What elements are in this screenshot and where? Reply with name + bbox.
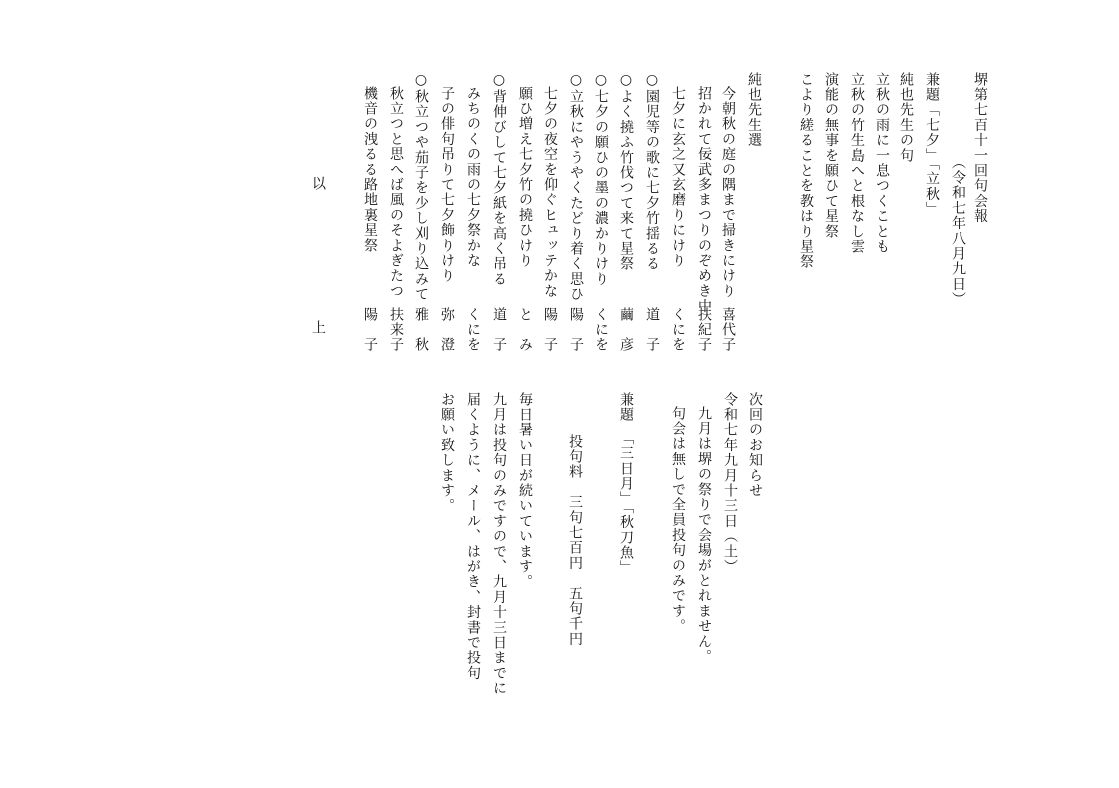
- sensei-haiku-heading: 純也先生の句: [898, 72, 914, 164]
- haiku-author: 道 子: [644, 307, 660, 353]
- selected-haiku: 秋立つと思へば風のそよぎたつ: [388, 86, 404, 299]
- haiku-author: 扶来子: [388, 307, 404, 353]
- sensei-haiku: 立秋の雨に一息つくことも: [874, 72, 890, 255]
- kendai-line: 兼題「七夕」「立秋」: [924, 72, 940, 217]
- notice-kendai: 兼題 「三日月」「秋刀魚」: [618, 392, 634, 576]
- selected-haiku: 招かれて佞武多まつりのぞめき中: [696, 86, 712, 314]
- haiku-author: くにを: [593, 307, 609, 353]
- selected-haiku: 七夕の夜空を仰ぐヒュッテかな: [542, 86, 558, 299]
- haiku-author: 繭 彦: [618, 307, 634, 353]
- notice-line: 句会は無しで全員投句のみです。: [670, 406, 686, 634]
- haiku-author: と み: [517, 307, 533, 353]
- selected-haiku: みちのくの雨の七夕祭かな: [465, 86, 481, 269]
- selected-haiku: ○背伸びして七夕紙を高く吊る: [491, 72, 507, 287]
- notice-message: 九月は投句のみですので、九月十三日までに: [491, 392, 507, 696]
- haiku-author: くにを: [465, 307, 481, 353]
- selected-haiku: ○園児等の歌に七夕竹揺るる: [644, 72, 660, 272]
- notice-fee: 投句料 三句七百円 五句千円: [567, 434, 583, 647]
- meeting-date: （令和七年八月九日）: [950, 155, 966, 307]
- sensei-haiku: こより縒ることを教はり星祭: [798, 72, 814, 270]
- haiku-author: 雅 秋: [413, 307, 429, 353]
- notice-line: 九月は堺の祭りで会場がとれません。: [696, 406, 712, 665]
- selected-haiku: ○立秋にやうやくたどり着く思ひ: [568, 72, 584, 302]
- selected-haiku: 機音の洩るる路地裏星祭: [362, 86, 378, 254]
- notice-message: 届くように、メール、はがき、封書で投句: [465, 392, 481, 681]
- haiku-author: 扶紀子: [696, 307, 712, 353]
- haiku-author: 陽 子: [542, 307, 558, 353]
- selected-haiku: 今朝秋の庭の隅まで掃きにけり: [720, 86, 736, 299]
- notice-message: 毎日暑い日が続いています。: [517, 392, 533, 590]
- haiku-author: 陽 子: [568, 307, 584, 353]
- sensei-haiku: 演能の無事を願ひて星祭: [823, 72, 839, 240]
- newsletter-title: 堺第七百十一回句会報: [972, 72, 988, 224]
- selected-haiku: ○よく撓ふ竹伐つて来て星祭: [618, 72, 634, 272]
- selected-haiku: 子の俳句吊りて七夕飾りけり: [439, 86, 455, 284]
- haiku-author: 陽 子: [362, 307, 378, 353]
- sensei-haiku: 立秋の竹生島へと根なし雲: [849, 72, 865, 255]
- haiku-author: 喜代子: [720, 307, 736, 353]
- closing-mark-top: 以: [310, 176, 326, 190]
- notice-heading: 次回のお知らせ: [747, 392, 763, 499]
- selected-haiku: ○七夕の願ひの墨の濃かりけり: [593, 72, 609, 287]
- selected-haiku: 願ひ増え七夕竹の撓ひけり: [517, 86, 533, 269]
- selection-heading: 純也先生選: [746, 72, 762, 148]
- haiku-author: 道 子: [491, 307, 507, 353]
- closing-mark-bottom: 上: [310, 320, 326, 334]
- haiku-author: 弥 澄: [439, 307, 455, 353]
- selected-haiku: ○秋立つや茄子を少し刈り込みて: [413, 72, 429, 302]
- notice-date: 令和七年九月十三日（土）: [722, 392, 738, 575]
- selected-haiku: 七夕に玄之又玄磨りにけり: [670, 86, 686, 269]
- notice-message: お願い致します。: [439, 392, 455, 514]
- haiku-author: くにを: [670, 307, 686, 353]
